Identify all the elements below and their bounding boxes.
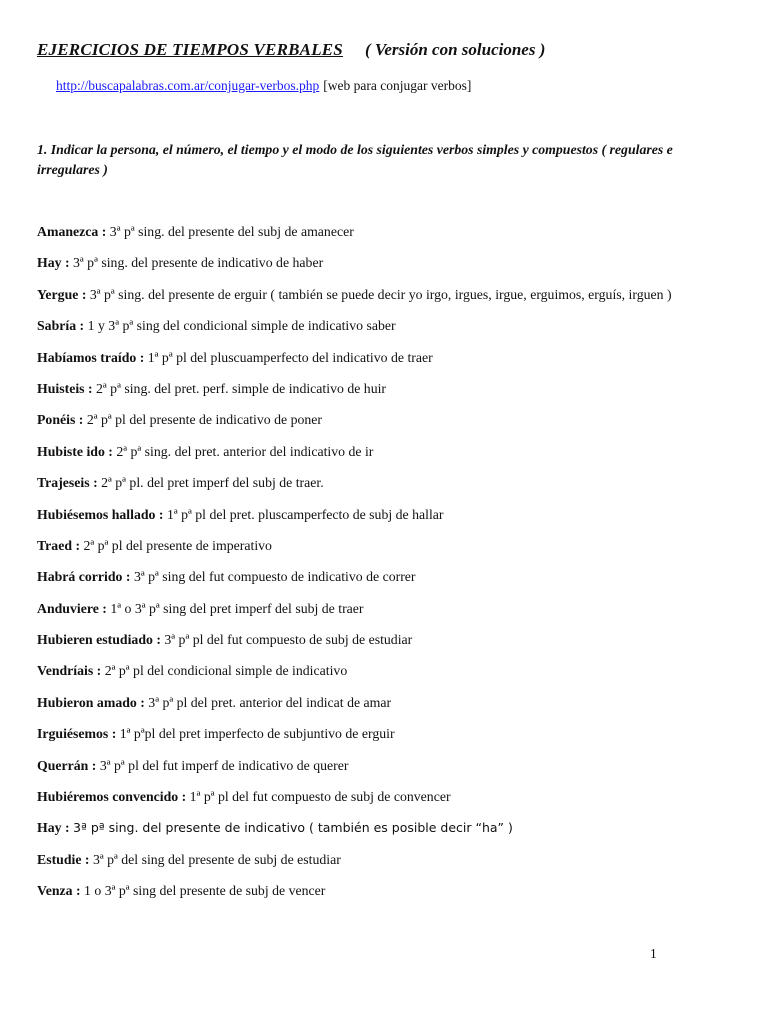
verb-analysis: 1 o 3ª pª sing del presente de subj de vencer bbox=[84, 883, 326, 899]
verb-analysis: 1ª pª pl del pluscuamperfecto del indicativo de traer bbox=[147, 349, 433, 365]
verb-entry bbox=[37, 599, 677, 619]
link-note: [web para conjugar verbos] bbox=[323, 78, 472, 93]
verb-term: Amanezca : bbox=[37, 224, 107, 239]
verb-analysis: 2ª pª pl del presente de imperativo bbox=[83, 537, 272, 553]
verb-entry bbox=[37, 316, 677, 336]
verb-term: Hubiste ido : bbox=[37, 443, 113, 459]
verb-term: Habrá corrido : bbox=[37, 569, 131, 585]
verb-term: Irguiésemos : bbox=[37, 726, 117, 742]
verb-entry bbox=[37, 348, 677, 368]
verb-term: Trajeseis : bbox=[37, 475, 98, 491]
verb-analysis: 2ª pª sing. del pret. perf. simple de indicativo de huir bbox=[96, 380, 387, 396]
verb-term: Hubiésemos hallado : bbox=[37, 506, 164, 522]
verb-term: Anduviere : bbox=[37, 600, 107, 616]
verb-entry bbox=[37, 536, 677, 556]
verb-entry bbox=[37, 818, 677, 838]
verb-term: Sabría : bbox=[37, 318, 85, 334]
verb-term: Hay : bbox=[37, 255, 70, 271]
verb-term: Querrán : bbox=[37, 757, 97, 773]
verb-analysis: 3ª pª sing. del presente de indicativo ( también es posible decir “ha” ) bbox=[73, 820, 513, 836]
verb-entry bbox=[37, 253, 677, 273]
verb-analysis: 2ª pª pl. del pret imperf del subj de traer. bbox=[101, 475, 324, 491]
verb-term: Hubieren estudiado : bbox=[37, 632, 161, 648]
verb-entry bbox=[37, 473, 677, 493]
verb-term: Hubieron amado : bbox=[37, 694, 145, 710]
verb-analysis: 3ª pª pl del fut imperf de indicativo de querer bbox=[99, 757, 349, 773]
verb-entry bbox=[37, 285, 677, 305]
page-number: 1 bbox=[650, 946, 657, 961]
verb-entry bbox=[37, 630, 677, 650]
verb-term: Habíamos traído : bbox=[37, 349, 145, 365]
verb-entry bbox=[37, 850, 677, 870]
verb-entry bbox=[37, 693, 677, 713]
title-subtitle: ( Versión con soluciones ) bbox=[364, 40, 546, 59]
verb-term: Venza : bbox=[37, 883, 81, 899]
verb-entry bbox=[37, 222, 677, 242]
verb-term: Estudie : bbox=[37, 851, 90, 867]
verb-entry bbox=[37, 787, 677, 807]
reference-link-line bbox=[56, 78, 471, 94]
verb-term: Hubiéremos convencido : bbox=[37, 789, 187, 805]
verb-analysis: 3ª pª pl del fut compuesto de subj de estudiar bbox=[164, 632, 413, 648]
verb-term: Vendríais : bbox=[37, 663, 102, 679]
verb-entry bbox=[37, 756, 677, 776]
verb-entry bbox=[37, 410, 677, 430]
exercise-instruction: 1. Indicar la persona, el número, el tiempo y el modo de los siguientes verbos simples y compuestos ( regulares e irregulares ) bbox=[37, 142, 673, 177]
verb-term: Yergue : bbox=[37, 286, 87, 302]
verb-analysis: 3ª pª del sing del presente de subj de estudiar bbox=[92, 851, 341, 867]
verb-analysis: 2ª pª sing. del pret. anterior del indicativo de ir bbox=[116, 443, 374, 459]
verb-entry bbox=[37, 724, 677, 744]
verb-entries-list bbox=[37, 222, 677, 913]
verb-analysis: 2ª pª pl del condicional simple de indicativo bbox=[104, 663, 348, 679]
verb-analysis: 3ª pª sing. del presente de indicativo de haber bbox=[73, 255, 324, 271]
conjugation-link[interactable]: http://buscapalabras.com.ar/conjugar-verbos.php bbox=[56, 78, 320, 93]
verb-entry bbox=[37, 881, 677, 901]
verb-analysis: 1ª pª pl del pret. pluscamperfecto de subj de hallar bbox=[166, 506, 444, 522]
verb-entry bbox=[37, 567, 677, 587]
verb-analysis: 1ª o 3ª pª sing del pret imperf del subj de traer bbox=[110, 600, 364, 616]
verb-analysis: 1 y 3ª pª sing del condicional simple de indicativo saber bbox=[87, 318, 396, 334]
verb-analysis: 3ª pª pl del pret. anterior del indicat de amar bbox=[148, 694, 392, 710]
verb-entry bbox=[37, 379, 677, 399]
document-title bbox=[37, 40, 545, 60]
verb-entry bbox=[37, 505, 677, 525]
verb-term: Huisteis : bbox=[37, 380, 93, 396]
verb-analysis: 2ª pª pl del presente de indicativo de poner bbox=[86, 412, 323, 428]
verb-entry bbox=[37, 661, 677, 681]
title-main: EJERCICIOS DE TIEMPOS VERBALES bbox=[37, 40, 343, 59]
verb-term: Traed : bbox=[37, 537, 81, 553]
verb-analysis: 1ª pªpl del pret imperfecto de subjuntivo de erguir bbox=[119, 726, 395, 742]
verb-analysis: 3ª pª sing. del presente de erguir ( también se puede decir yo irgo, irgues, irgue, erguimos, erguís, irguen ) bbox=[89, 286, 672, 302]
verb-term: Ponéis : bbox=[37, 412, 84, 428]
verb-entry bbox=[37, 442, 677, 462]
verb-analysis: 1ª pª pl del fut compuesto de subj de convencer bbox=[189, 789, 451, 805]
verb-term: Hay : bbox=[37, 820, 70, 836]
verb-analysis: 3ª pª sing. del presente del subj de amanecer bbox=[109, 224, 354, 239]
verb-analysis: 3ª pª sing del fut compuesto de indicativo de correr bbox=[133, 569, 416, 585]
